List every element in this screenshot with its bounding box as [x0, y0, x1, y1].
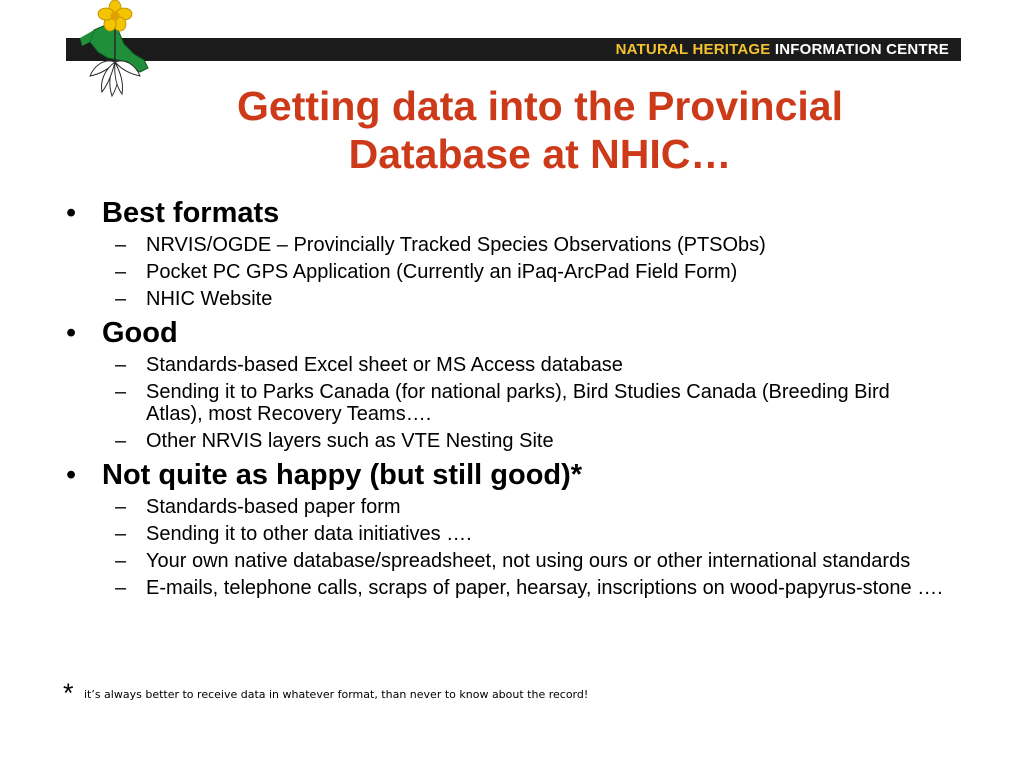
header-title-accent: NATURAL HERITAGE	[615, 41, 771, 58]
bullet-best-formats: • Best formats	[60, 196, 960, 230]
sub-item: – Sending it to Parks Canada (for national parks), Bird Studies Canada (Breeding Bird Atlas), most Recovery Teams….	[60, 381, 946, 425]
bullet-list	[60, 192, 960, 605]
sub-list-best-formats	[60, 234, 960, 310]
header-title	[616, 41, 949, 58]
bullet-good: • Good	[60, 316, 960, 350]
sub-list-not-quite-as-happy	[60, 496, 960, 599]
slide-title-line-2: Database at NHIC…	[348, 131, 732, 177]
sub-item: – E-mails, telephone calls, scraps of paper, hearsay, inscriptions on wood-papyrus-stone ….	[60, 577, 946, 599]
sub-item: – Other NRVIS layers such as VTE Nesting Site	[60, 430, 946, 452]
sub-item: – Standards-based paper form	[60, 496, 946, 518]
footnote-text: it’s always better to receive data in whatever format, than never to know about the record!	[83, 688, 589, 701]
footnote	[63, 678, 588, 709]
header-bar	[66, 38, 961, 61]
sub-item: – NRVIS/OGDE – Provincially Tracked Species Observations (PTSObs)	[60, 234, 946, 256]
footnote-star: *	[63, 678, 74, 708]
header-title-main: INFORMATION CENTRE	[774, 41, 949, 58]
sub-item: – Sending it to other data initiatives ….	[60, 523, 946, 545]
bullet-not-quite-as-happy: • Not quite as happy (but still good)*	[60, 458, 960, 492]
sub-item: – Your own native database/spreadsheet, not using ours or other international standards	[60, 550, 946, 572]
slide-title-line-1: Getting data into the Provincial	[237, 83, 843, 129]
sub-list-good	[60, 354, 960, 452]
slide-title	[130, 82, 950, 178]
sub-item: – Standards-based Excel sheet or MS Access database	[60, 354, 946, 376]
sub-item: – NHIC Website	[60, 288, 946, 310]
sub-item: – Pocket PC GPS Application (Currently an iPaq-ArcPad Field Form)	[60, 261, 946, 283]
